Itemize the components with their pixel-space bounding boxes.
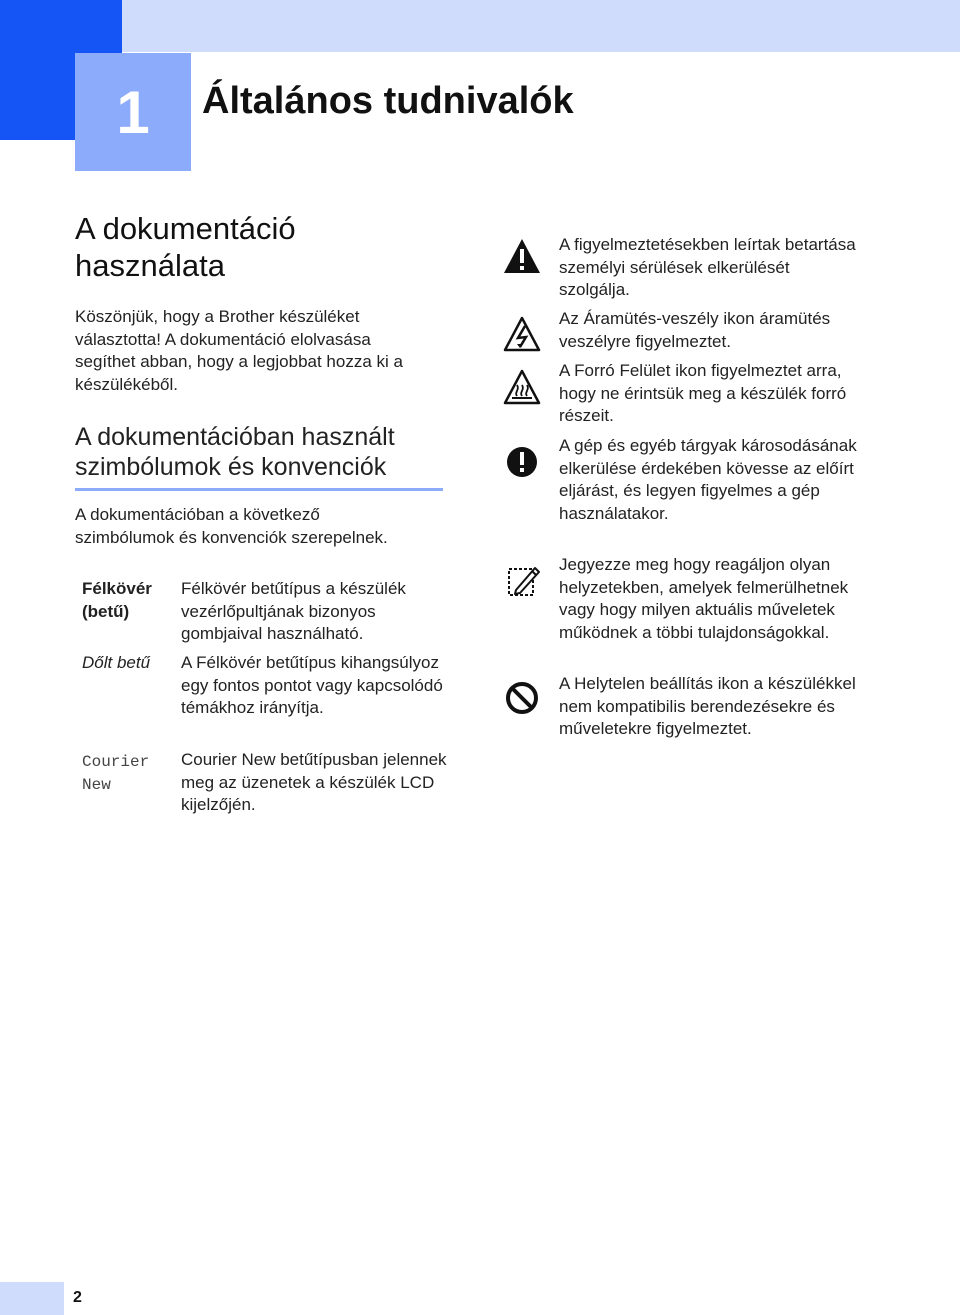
symbol-text-electrical: Az Áramütés-veszély ikon áramütés veszélyre figyelmeztet.	[559, 309, 831, 351]
hot-surface-icon	[502, 367, 542, 407]
subsection-intro: A dokumentációban a következő szimbólumok és konvenciók szerepelnek.	[75, 505, 388, 547]
symbol-text-prohibited: A Helytelen beállítás ikon a készülékkel nem kompatibilis berendezésekre és műveletekre figyelmeztet.	[559, 674, 856, 738]
intro-paragraph: Köszönjük, hogy a Brother készüléket választotta! A dokumentáció elolvasása segíthet abban, hogy a legjobbat hozza ki a készülékéből.	[75, 307, 403, 394]
note-icon	[502, 560, 542, 600]
convention-term-bold: Félkövér (betű)	[82, 579, 152, 621]
symbol-text-caution: A gép és egyéb tárgyak károsodásának elkerülése érdekében kövesse az előírt eljárást, és legyen figyelmes a gép használatakor.	[559, 436, 857, 523]
convention-term-italic: Dőlt betű	[82, 653, 151, 672]
chapter-number-box	[75, 53, 191, 171]
header-band-light	[122, 0, 960, 52]
section-title: A dokumentáció használata	[75, 211, 296, 283]
convention-desc-italic: A Félkövér betűtípus kihangsúlyoz egy fontos pontot vagy kapcsolódó témákhoz irányítja.	[181, 653, 443, 717]
chapter-title: Általános tudnivalók	[202, 80, 574, 122]
chapter-number: 1	[116, 78, 150, 146]
symbol-text-warning: A figyelmeztetésekben leírtak betartása személyi sérülések elkerülését szolgálja.	[559, 235, 856, 299]
caution-icon	[502, 442, 542, 482]
symbol-text-hot-surface: A Forró Felület ikon figyelmeztet arra, hogy ne érintsük meg a készülék forró részeit.	[559, 361, 847, 425]
convention-desc-courier: Courier New betűtípusban jelennek meg az üzenetek a készülék LCD kijelzőjén.	[181, 750, 447, 814]
convention-term-courier: Courier New	[82, 753, 150, 794]
prohibited-icon	[502, 678, 542, 718]
warning-triangle-icon	[502, 236, 542, 276]
convention-desc-bold: Félkövér betűtípus a készülék vezérlőpultjának bizonyos gombjaival használható.	[181, 579, 406, 643]
subsection-title: A dokumentációban használt szimbólumok és konvenciók	[75, 422, 443, 491]
electrical-hazard-icon	[502, 314, 542, 354]
footer-bar	[0, 1282, 64, 1315]
symbol-text-note: Jegyezze meg hogy reagáljon olyan helyzetekben, amelyek felmerülhetnek vagy hogy milyen aktuális műveletek működnek a többi tulajdonságokkal.	[559, 555, 849, 642]
page-number: 2	[73, 1289, 82, 1306]
